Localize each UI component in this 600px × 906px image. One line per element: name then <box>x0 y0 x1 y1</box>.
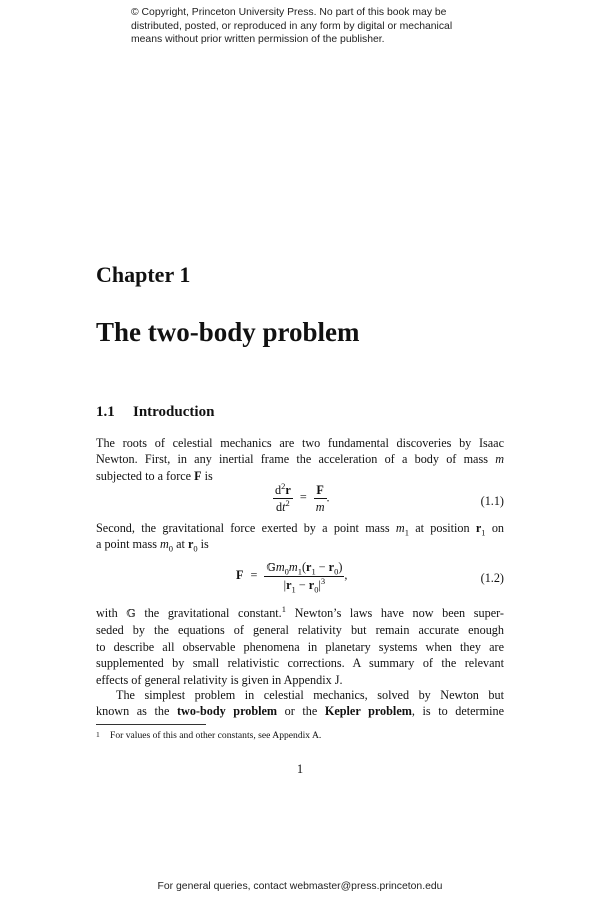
fraction <box>314 483 327 514</box>
text-run: subjected to a force <box>96 468 195 483</box>
footnote-marker: 1 <box>281 603 286 614</box>
paragraph <box>96 605 504 688</box>
text-line <box>96 468 504 484</box>
paragraph <box>96 520 504 553</box>
paragraph <box>96 687 504 720</box>
numerator: F <box>314 483 327 499</box>
page-number: 1 <box>296 762 304 776</box>
footnote-mark: 1 <box>96 730 100 739</box>
text-line: The simplest problem in celestial mechanics, solved by Newton but <box>116 688 504 702</box>
text-line: supplemented by small relativistic corrections. A summary of the relevant <box>96 656 504 671</box>
chapter-label: Chapter 1 <box>96 262 191 287</box>
equation-number: (1.1) <box>480 494 504 508</box>
text-run: is <box>201 468 213 483</box>
equation-1-1 <box>273 480 330 514</box>
text-line <box>96 451 504 467</box>
text-line: a point mass $m_0$ at $r_0$ is <box>96 537 209 554</box>
math-symbol: F <box>194 468 202 483</box>
math-symbol: m <box>495 452 504 467</box>
text-run: Newton. First, in any inertial frame the acceleration of a body of mass <box>96 452 496 467</box>
section-heading <box>96 404 214 421</box>
footnote-rule <box>96 724 206 725</box>
section-title: Introduction <box>133 404 215 420</box>
copyright-notice <box>131 6 491 47</box>
copyright-line: © Copyright, Princeton University Press. No part of this book may be <box>131 7 447 18</box>
text-line: known as the two-body problem or the Kepler problem, is to determine <box>96 704 504 719</box>
text-line: The roots of celestial mechanics are two fundamental discoveries by Isaac <box>96 436 504 450</box>
fraction <box>264 560 344 595</box>
equation-1-2 <box>236 560 348 595</box>
punctuation: , <box>344 567 348 582</box>
denominator: $dt^2$ <box>276 497 290 514</box>
text-line: seded by the equations of general relativity but remain accurate enough <box>96 623 504 638</box>
copyright-line: distributed, posted, or reproduced in any form by digital or mechanical <box>131 20 453 32</box>
numerator: $d^2r$ <box>275 480 291 497</box>
fraction <box>273 480 293 514</box>
footnote-text: For values of this and other constants, see Appendix A. <box>110 730 322 741</box>
text-line: effects of general relativity is given in Appendix J. <box>96 672 343 687</box>
math-symbol: F <box>236 567 244 582</box>
term-two-body-problem: two-body problem <box>176 704 278 719</box>
numerator: $𝔾m_0m_1(r_1 - r_0)$ <box>266 560 343 577</box>
denominator: m <box>315 500 325 514</box>
footnote <box>96 730 321 741</box>
copyright-line: means without prior written permission of the publisher. <box>131 34 385 46</box>
text-line: to describe all observable phenomena in planetary systems when they are <box>96 639 504 654</box>
term-kepler-problem: Kepler problem <box>324 704 412 719</box>
punctuation: . <box>326 490 330 505</box>
equals-sign: = <box>250 567 258 582</box>
denominator: $|r_1 - r_0|^3$ <box>283 575 326 595</box>
equation-number: (1.2) <box>480 571 504 585</box>
text-line: with 𝔾 the gravitational constant.$^1$ Newton’s laws have now been super- <box>96 603 504 620</box>
text-line: Second, the gravitational force exerted by a point mass $m_1$ at position $r_1$ on <box>96 521 505 538</box>
chapter-title: The two-body problem <box>96 317 360 347</box>
equals-sign: = <box>299 490 307 505</box>
paragraph <box>96 435 504 484</box>
section-number: 1.1 <box>96 404 115 420</box>
footer-contact: For general queries, contact webmaster@press.princeton.edu <box>157 881 443 892</box>
